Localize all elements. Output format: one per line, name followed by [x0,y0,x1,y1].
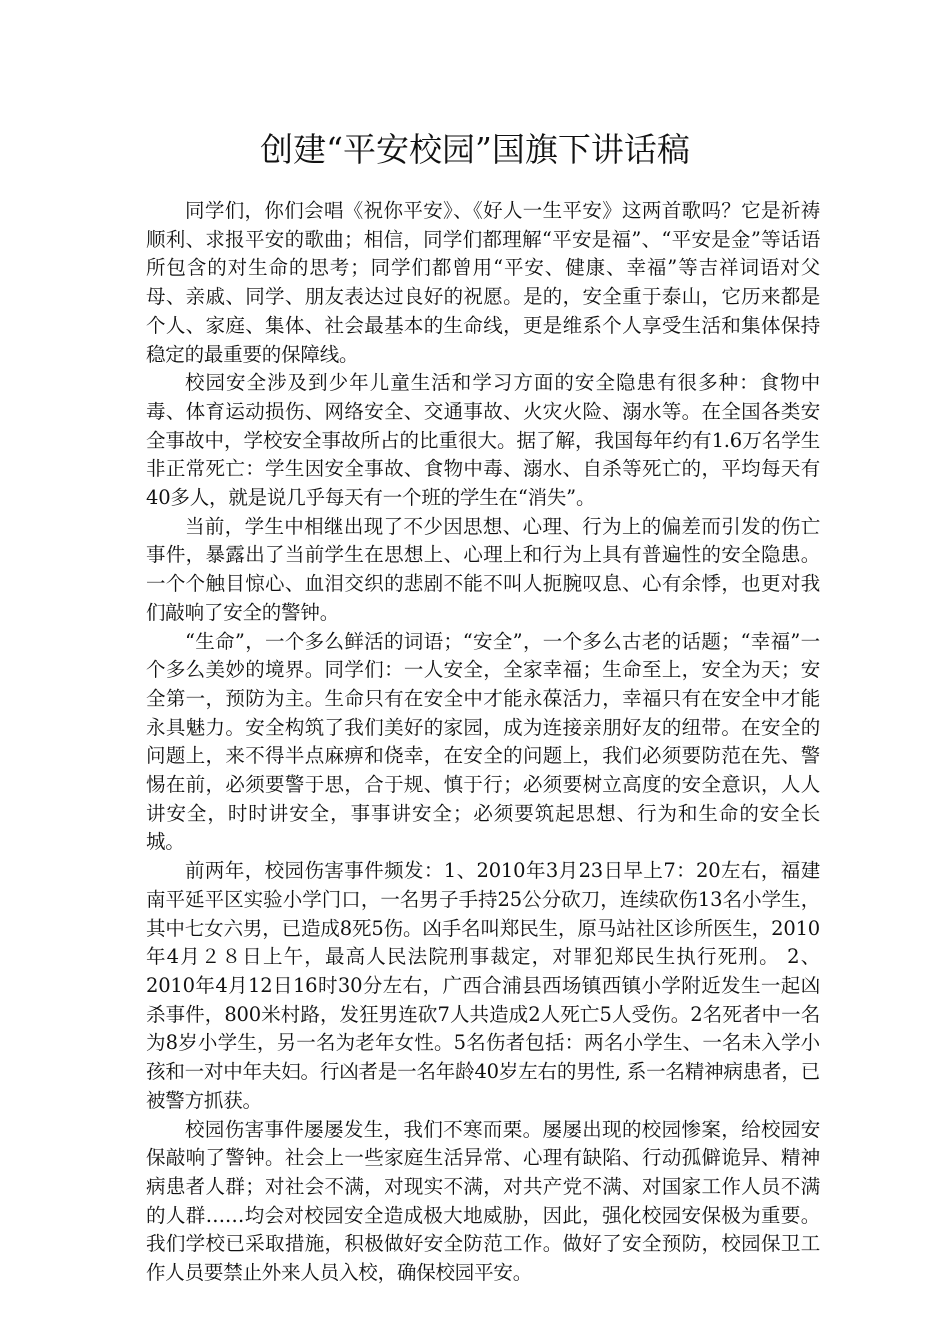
document-title: 创建“平安校园”国旗下讲话稿 [260,130,690,169]
paragraph-6: 校园伤害事件屡屡发生，我们不寒而栗。屡屡出现的校园惨案，给校园安保敲响了警钟。社会上一些家庭生活异常、心理有缺陷、行动孤僻诡异、精神病患者人群；对社会不满，对现实不满，对共产党不满、对国家工作人员不满的人群……均会对校园安全造成极大地威胁，因此，强化校园安保极为重要。我们学校已采取措施，积极做好安全防范工作。做好了安全预防，校园保卫工作人员要禁止外来人员入校，确保校园平安。 [146,1117,820,1285]
paragraph-1: 同学们，你们会唱《祝你平安》、《好人一生平安》这两首歌吗？它是祈祷顺利、求报平安的歌曲；相信，同学们都理解“平安是福”、“平安是金”等话语所包含的对生命的思考；同学们都曾用“平安、健康、幸福”等吉祥词语对父母、亲戚、同学、朋友表达过良好的祝愿。是的，安全重于泰山，它历来都是个人、家庭、集体、社会最基本的生命线，更是维系个人享受生活和集体保持稳定的最重要的保障线。 [146,199,820,366]
paragraph-4: “生命”，一个多么鲜活的词语；“安全”，一个多么古老的话题；“幸福”一个多么美妙的境界。同学们：一人安全，全家幸福；生命至上，安全为天；安全第一，预防为主。生命只有在安全中才能永葆活力，幸福只有在安全中才能永具魅力。安全构筑了我们美好的家园，成为连接亲朋好友的纽带。在安全的问题上，来不得半点麻痹和侥幸，在安全的问题上，我们必须要防范在先、警惕在前，必须要警于思，合于规、慎于行；必须要树立高度的安全意识，人人讲安全，时时讲安全，事事讲安全；必须要筑起思想、行为和生命的安全长城。 [146,629,820,854]
document-body [146,197,820,1288]
paragraph-2: 校园安全涉及到少年儿童生活和学习方面的安全隐患有很多种：食物中毒、体育运动损伤、网络安全、交通事故、火灾火险、溺水等。在全国各类安全事故中，学校安全事故所占的比重很大。据了解，我国每年约有1.6万名学生非正常死亡：学生因安全事故、食物中毒、溺水、自杀等死亡的，平均每天有40多人，就是说几乎每天有一个班的学生在“消失”。 [146,371,820,510]
paragraph-5: 前两年，校园伤害事件频发：1、2010年3月23日早上7：20左右，福建南平延平区实验小学门口，一名男子手持25公分砍刀，连续砍伤13名小学生，其中七女六男，已造成8死5伤。凶手名叫郑民生，原马站社区诊所医生，2010年4月２８日上午，最高人民法院刑事裁定，对罪犯郑民生执行死刑。 2、2010年4月12日16时30分左右，广西合浦县西场镇西镇小学附近发生一起凶杀事件，800米村路，发狂男连砍7人共造成2人死亡5人受伤。2名死者中一名为8岁小学生，另一名为老年女性。5名伤者包括：两名小学生、一名未入学小孩和一对中年夫妇。行凶者是一名年龄40岁左右的男性, 系一名精神病患者，已被警方抓获。 [146,859,820,1112]
paragraph-3: 当前，学生中相继出现了不少因思想、心理、行为上的偏差而引发的伤亡事件，暴露出了当前学生在思想上、心理上和行为上具有普遍性的安全隐患。一个个触目惊心、血泪交织的悲剧不能不叫人扼腕叹息、心有余悸，也更对我们敲响了安全的警钟。 [146,514,820,624]
